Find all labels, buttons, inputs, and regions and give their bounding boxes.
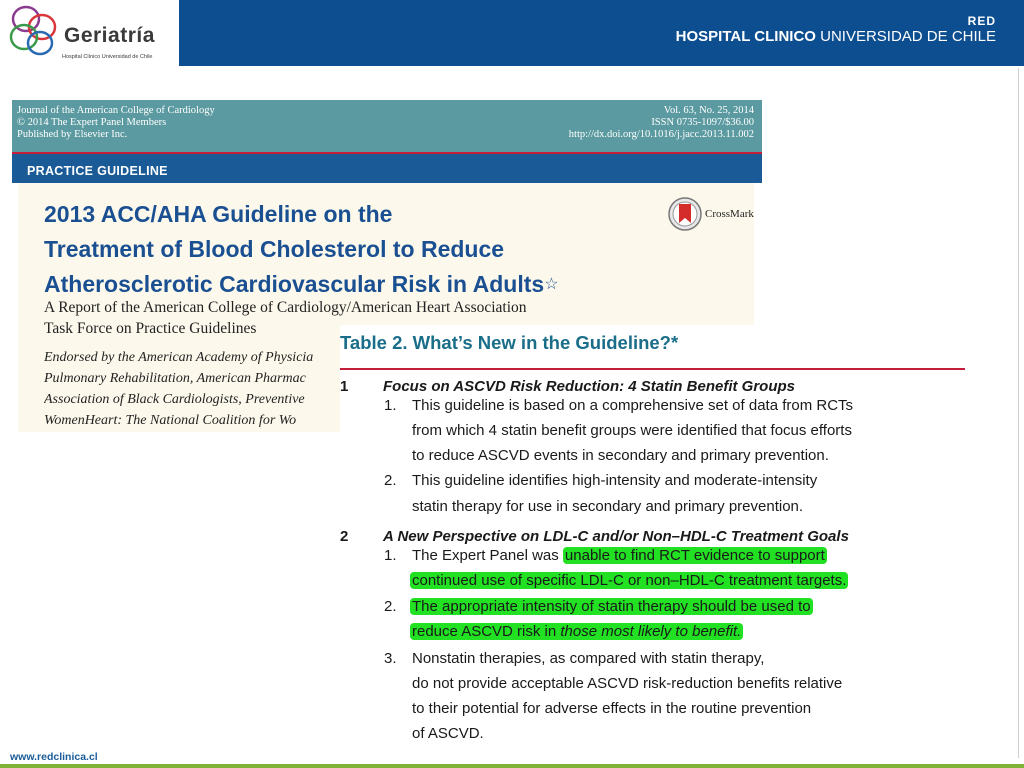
article-title-line: Treatment of Blood Cholesterol to Reduce bbox=[44, 236, 505, 262]
endorsement-line: Association of Black Cardiologists, Preventive bbox=[44, 392, 305, 407]
right-rule bbox=[1018, 68, 1019, 758]
item-text-line: from which 4 statin benefit groups were identified that focus efforts bbox=[412, 422, 852, 439]
journal-meta-left bbox=[17, 105, 215, 141]
table-divider bbox=[340, 368, 965, 370]
article-title-line: 2013 ACC/AHA Guideline on the bbox=[44, 201, 393, 227]
endorsement-text bbox=[44, 347, 344, 431]
highlighted-text-italic: those most likely to benefit. bbox=[560, 623, 742, 640]
section-label: PRACTICE GUIDELINE bbox=[27, 164, 168, 178]
logo-text: Geriatría bbox=[64, 24, 155, 47]
section-band bbox=[12, 154, 762, 183]
endorsement-line: Endorsed by the American Academy of Physicia bbox=[44, 350, 314, 365]
hospital-name-bold: HOSPITAL CLINICO bbox=[675, 28, 816, 45]
item-text-line: This guideline identifies high-intensity and moderate-intensity bbox=[412, 472, 818, 489]
header-band bbox=[179, 0, 1024, 66]
item-text-line: of ASCVD. bbox=[412, 725, 484, 742]
section-number: 2 bbox=[340, 528, 349, 545]
logo-subtext: Hospital Clínico Universidad de Chile bbox=[62, 54, 153, 60]
article-title bbox=[44, 197, 604, 302]
journal-doi: http://dx.doi.org/10.1016/j.jacc.2013.11.002 bbox=[568, 129, 754, 140]
highlighted-text-plain: reduce ASCVD risk in bbox=[412, 623, 561, 640]
item-number: 2. bbox=[384, 472, 397, 489]
item-text-line bbox=[410, 572, 848, 590]
journal-meta-header bbox=[12, 100, 762, 152]
crossmark-label: CrossMark bbox=[705, 208, 754, 220]
crossmark-icon bbox=[668, 197, 702, 231]
crossmark-badge[interactable] bbox=[668, 197, 754, 231]
article-title-line-text: Atherosclerotic Cardiovascular Risk in Adults bbox=[44, 271, 545, 297]
item-text-line bbox=[410, 623, 743, 641]
endorsement-line: Pulmonary Rehabilitation, American Pharmac bbox=[44, 371, 306, 386]
highlighted-text bbox=[410, 623, 743, 640]
table-2-panel bbox=[340, 325, 970, 755]
item-number: 3. bbox=[384, 650, 397, 667]
report-line: A Report of the American College of Cardiology/American Heart Association bbox=[44, 299, 527, 316]
highlighted-text: continued use of specific LDL-C or non–HDL-C treatment targets. bbox=[412, 572, 847, 589]
star-icon: ☆ bbox=[544, 276, 559, 293]
red-mark: RED bbox=[967, 14, 996, 28]
item-text-line bbox=[412, 547, 827, 565]
journal-meta-line: Vol. 63, No. 25, 2014 bbox=[663, 105, 754, 116]
item-number: 1. bbox=[384, 397, 397, 414]
footer-bar bbox=[0, 764, 1024, 768]
highlighted-text: The appropriate intensity of statin therapy should be used to bbox=[412, 598, 811, 615]
table-title: Table 2. What’s New in the Guideline?* bbox=[340, 332, 679, 353]
section-heading: A New Perspective on LDL-C and/or Non–HDL-C Treatment Goals bbox=[383, 528, 849, 545]
journal-meta-line: Journal of the American College of Cardiology bbox=[17, 105, 215, 116]
report-line: Task Force on Practice Guidelines bbox=[44, 320, 257, 337]
endorsement-line: WomenHeart: The National Coalition for Wo bbox=[44, 413, 297, 428]
item-number: 1. bbox=[384, 547, 397, 564]
journal-meta-right bbox=[569, 105, 754, 141]
item-text-line: statin therapy for use in secondary and primary prevention. bbox=[412, 498, 804, 515]
item-text-line bbox=[410, 598, 813, 616]
item-text-line: Nonstatin therapies, as compared with statin therapy, bbox=[412, 650, 765, 667]
journal-meta-line: ISSN 0735-1097/$36.00 bbox=[651, 117, 754, 128]
item-text-line: This guideline is based on a comprehensive set of data from RCTs bbox=[412, 397, 854, 414]
hospital-name bbox=[676, 28, 996, 45]
section-heading: Focus on ASCVD Risk Reduction: 4 Statin Benefit Groups bbox=[383, 378, 795, 395]
item-text-line: to reduce ASCVD events in secondary and primary prevention. bbox=[412, 447, 829, 464]
footer-url-link[interactable]: www.redclinica.cl bbox=[10, 751, 98, 763]
item-text-line: to their potential for adverse effects in the routine prevention bbox=[412, 700, 812, 717]
geriatria-logo-icon bbox=[4, 3, 62, 59]
hospital-name-rest: UNIVERSIDAD DE CHILE bbox=[820, 28, 996, 45]
journal-meta-line: Published by Elsevier Inc. bbox=[17, 129, 128, 140]
section-number: 1 bbox=[340, 378, 349, 395]
item-text-plain: The Expert Panel was bbox=[412, 547, 563, 564]
journal-meta-line: © 2014 The Expert Panel Members bbox=[17, 117, 167, 128]
item-text-line: do not provide acceptable ASCVD risk-reduction benefits relative bbox=[412, 675, 843, 692]
item-number: 2. bbox=[384, 598, 397, 615]
highlighted-text: unable to find RCT evidence to support bbox=[564, 547, 825, 564]
geriatria-logo bbox=[0, 0, 179, 66]
